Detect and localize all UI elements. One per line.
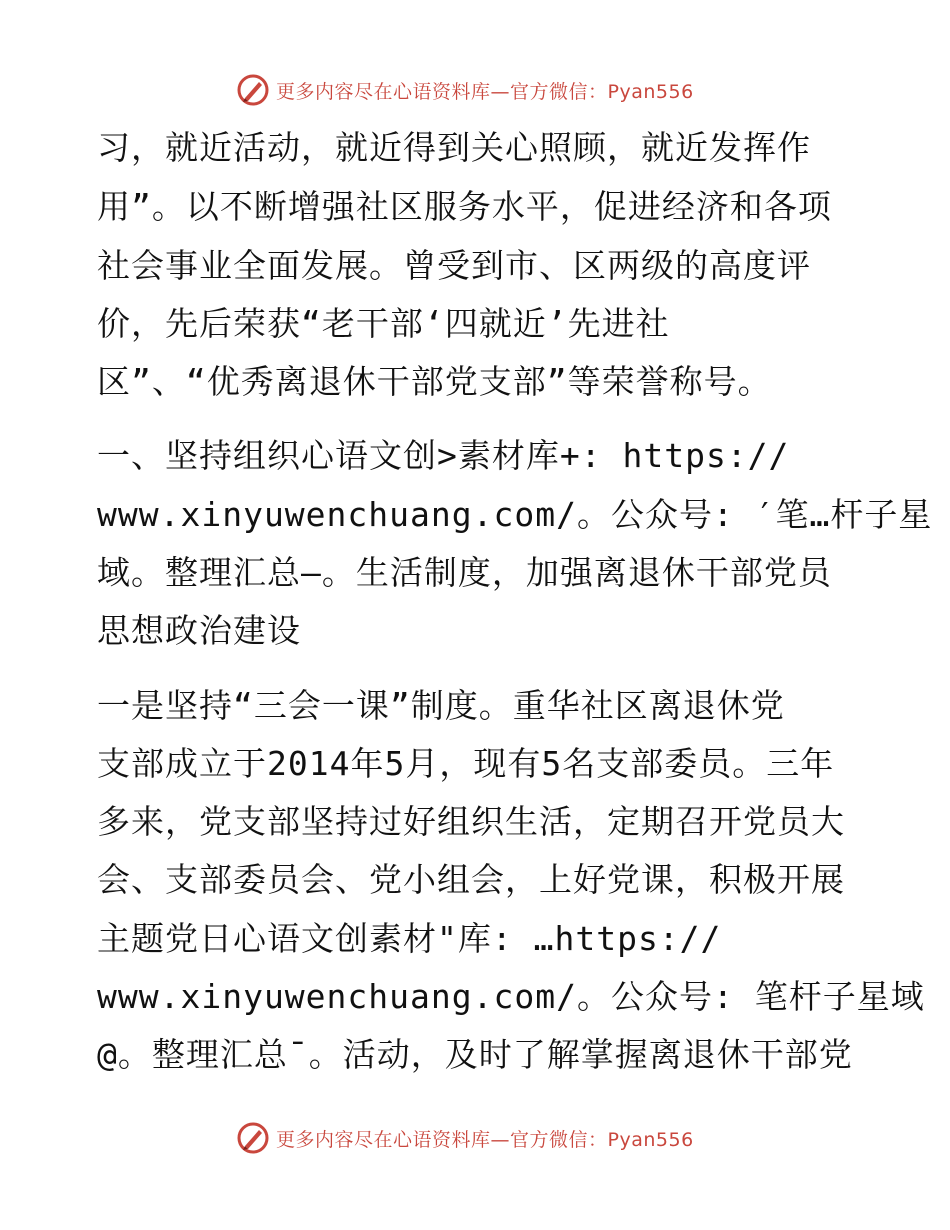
- pen-logo-icon: [236, 1121, 270, 1155]
- text-line-5: 区”、“优秀离退休干部党支部”等荣誉称号。: [97, 362, 772, 401]
- header-banner: [236, 72, 694, 108]
- text-line-3: 社会事业全面发展。曾受到市、区两级的高度评: [97, 246, 811, 285]
- text-line-11: 支部成立于2014年5月，现有5名支部委员。三年: [97, 744, 835, 783]
- text-line-14: 主题党日心语文创素材"库: …https://: [97, 919, 722, 958]
- text-line-9: 思想政治建设: [97, 611, 301, 650]
- footer-banner-text: 更多内容尽在心语资料库—官方微信：Pyan556: [276, 1128, 694, 1151]
- text-line-6: 一、坚持组织心语文创>素材库+: https://: [97, 436, 790, 475]
- text-line-7: www.xinyuwenchuang.com/。公众号: ′笔…杆子星: [97, 495, 933, 534]
- text-line-10: 一是坚持“三会一课”制度。重华社区离退休党: [97, 686, 785, 725]
- text-line-16: @。整理汇总¯。活动，及时了解掌握离退休干部党: [97, 1035, 853, 1074]
- text-line-2: 用”。以不断增强社区服务水平，促进经济和各项: [97, 187, 832, 226]
- text-line-13: 会、支部委员会、党小组会，上好党课，积极开展: [97, 860, 845, 899]
- text-line-1: 习，就近活动，就近得到关心照顾，就近发挥作: [97, 128, 811, 167]
- pen-logo-icon: [236, 73, 270, 107]
- text-line-8: 域。整理汇总—。生活制度，加强离退休干部党员: [97, 553, 832, 592]
- text-line-4: 价，先后荣获“老干部‘四就近’先进社: [97, 304, 670, 343]
- text-line-12: 多来，党支部坚持过好组织生活，定期召开党员大: [97, 802, 845, 841]
- text-line-15: www.xinyuwenchuang.com/。公众号: 笔杆子星域: [97, 977, 925, 1016]
- footer-banner: [236, 1120, 694, 1156]
- header-banner-text: 更多内容尽在心语资料库—官方微信：Pyan556: [276, 80, 694, 103]
